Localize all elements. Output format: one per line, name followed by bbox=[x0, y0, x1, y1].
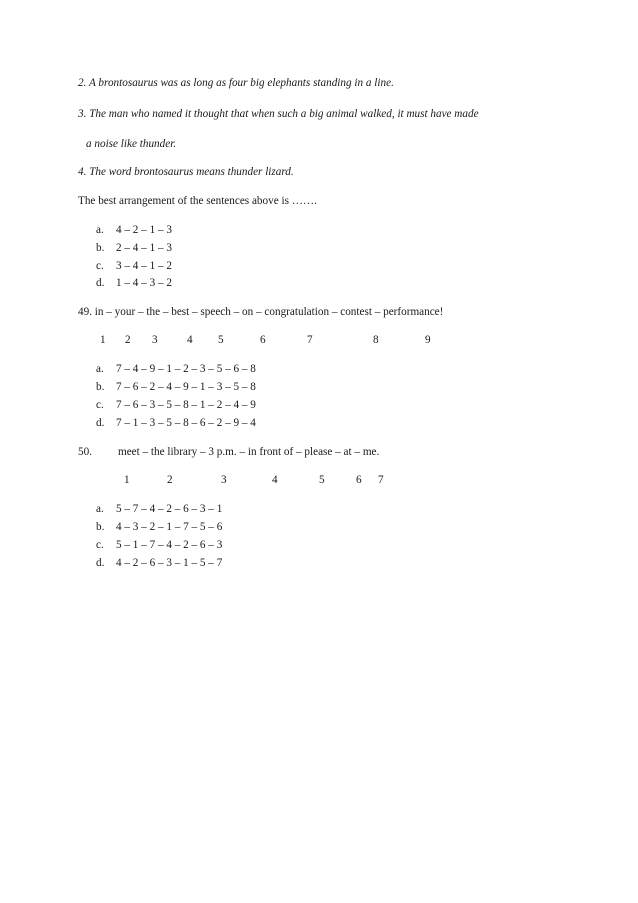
q48-option-a bbox=[96, 224, 172, 236]
q50-number: 3 bbox=[221, 474, 227, 486]
q49-number: 3 bbox=[152, 334, 158, 346]
q50-option-b bbox=[96, 521, 222, 533]
option-label: d. bbox=[96, 277, 105, 289]
q49-number: 7 bbox=[307, 334, 313, 346]
q48-option-b bbox=[96, 242, 172, 254]
question-prompt: The best arrangement of the sentences above is ……. bbox=[78, 195, 317, 207]
sentence-3-line-2: a noise like thunder. bbox=[86, 138, 177, 150]
q49-number: 8 bbox=[373, 334, 379, 346]
q50-number-label: 50. bbox=[78, 446, 92, 458]
q50-number: 4 bbox=[272, 474, 278, 486]
option-label: c. bbox=[96, 399, 104, 411]
option-label: b. bbox=[96, 381, 105, 393]
q48-option-c bbox=[96, 260, 172, 272]
option-label: b. bbox=[96, 242, 105, 254]
option-text: 7 – 1 – 3 – 5 – 8 – 6 – 2 – 9 – 4 bbox=[116, 417, 256, 429]
option-label: a. bbox=[96, 363, 104, 375]
q49-option-a bbox=[96, 363, 256, 375]
option-text: 7 – 6 – 2 – 4 – 9 – 1 – 3 – 5 – 8 bbox=[116, 381, 256, 393]
q50-number: 2 bbox=[167, 474, 173, 486]
option-label: c. bbox=[96, 539, 104, 551]
q49-number: 2 bbox=[125, 334, 131, 346]
option-text: 5 – 1 – 7 – 4 – 2 – 6 – 3 bbox=[116, 539, 223, 551]
q50-number: 7 bbox=[378, 474, 384, 486]
option-label: c. bbox=[96, 260, 104, 272]
option-label: d. bbox=[96, 557, 105, 569]
option-text: 4 – 3 – 2 – 1 – 7 – 5 – 6 bbox=[116, 521, 223, 533]
q50-number: 1 bbox=[124, 474, 130, 486]
option-text: 4 – 2 – 6 – 3 – 1 – 5 – 7 bbox=[116, 557, 223, 569]
sentence-3-line-1: 3. The man who named it thought that when such a big animal walked, it must have made bbox=[78, 108, 479, 120]
q49-number: 4 bbox=[187, 334, 193, 346]
q49-number: 1 bbox=[100, 334, 106, 346]
option-text: 7 – 6 – 3 – 5 – 8 – 1 – 2 – 4 – 9 bbox=[116, 399, 256, 411]
q49-text: 49. in – your – the – best – speech – on – congratulation – contest – performance! bbox=[78, 306, 444, 318]
q49-option-b bbox=[96, 381, 256, 393]
q50-text: meet – the library – 3 p.m. – in front of – please – at – me. bbox=[118, 446, 380, 458]
q49-option-c bbox=[96, 399, 256, 411]
option-text: 3 – 4 – 1 – 2 bbox=[116, 260, 172, 272]
q49-number: 5 bbox=[218, 334, 224, 346]
option-text: 5 – 7 – 4 – 2 – 6 – 3 – 1 bbox=[116, 503, 223, 515]
q50-option-a bbox=[96, 503, 222, 515]
option-text: 2 – 4 – 1 – 3 bbox=[116, 242, 172, 254]
q49-number: 6 bbox=[260, 334, 266, 346]
q50-number: 6 bbox=[356, 474, 362, 486]
sentence-2: 2. A brontosaurus was as long as four big elephants standing in a line. bbox=[78, 77, 394, 89]
q49-number: 9 bbox=[425, 334, 431, 346]
option-label: d. bbox=[96, 417, 105, 429]
q50-option-d bbox=[96, 557, 222, 569]
q49-option-d bbox=[96, 417, 256, 429]
option-text: 1 – 4 – 3 – 2 bbox=[116, 277, 172, 289]
option-label: b. bbox=[96, 521, 105, 533]
q48-option-d bbox=[96, 277, 172, 289]
sentence-4: 4. The word brontosaurus means thunder lizard. bbox=[78, 166, 294, 178]
option-text: 4 – 2 – 1 – 3 bbox=[116, 224, 172, 236]
option-label: a. bbox=[96, 503, 104, 515]
option-text: 7 – 4 – 9 – 1 – 2 – 3 – 5 – 6 – 8 bbox=[116, 363, 256, 375]
q50-number: 5 bbox=[319, 474, 325, 486]
q50-option-c bbox=[96, 539, 222, 551]
option-label: a. bbox=[96, 224, 104, 236]
